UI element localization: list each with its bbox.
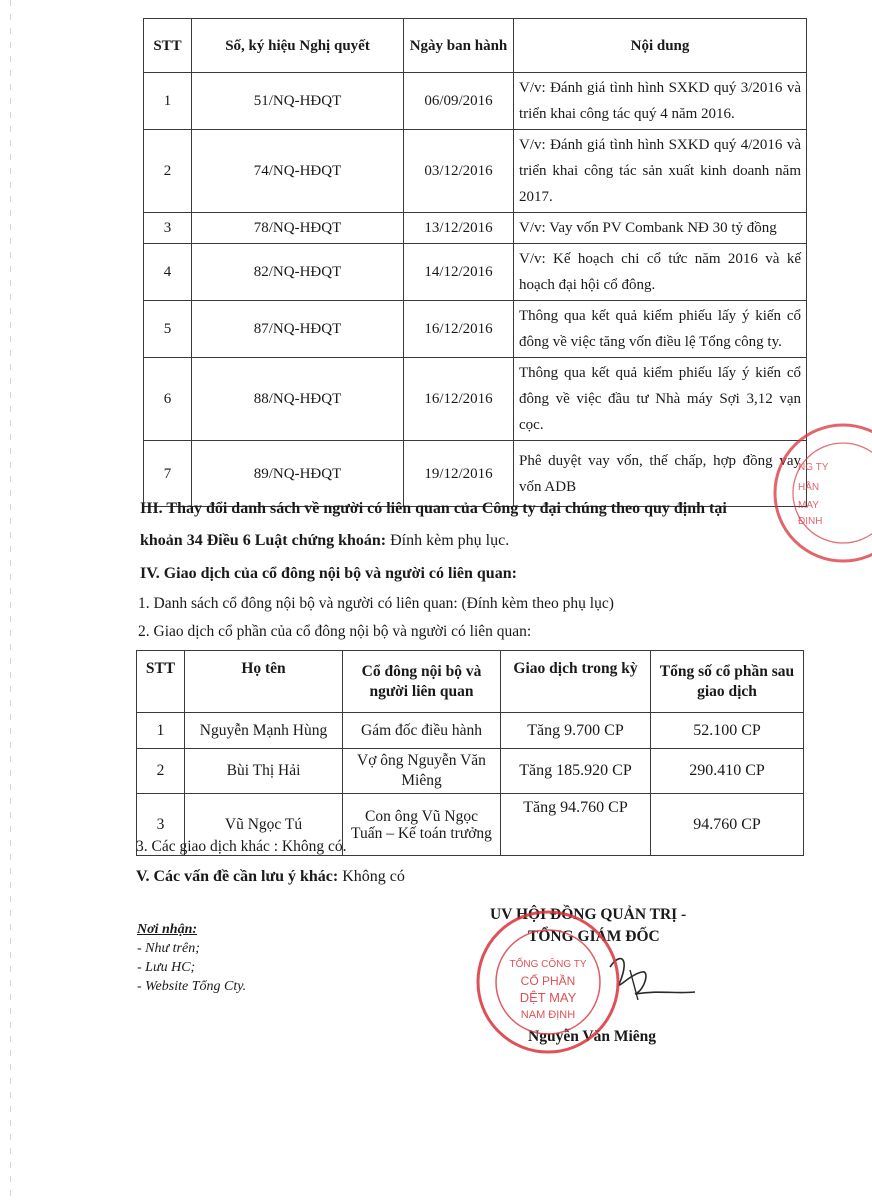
header-content: Nội dung: [514, 19, 807, 73]
row-code: 78/NQ-HĐQT: [192, 213, 404, 244]
section4-heading: IV. Giao dịch của cổ đông nội bộ và người có liên quan:: [140, 565, 517, 582]
row-date: 16/12/2016: [404, 358, 514, 441]
row-content: Thông qua kết quả kiểm phiếu lấy ý kiến cổ đông về việc đầu tư Nhà máy Sợi 3,12 vạn cọc.: [514, 358, 807, 441]
recipient-item: - Như trên;: [137, 941, 200, 956]
row-code: 74/NQ-HĐQT: [192, 130, 404, 213]
row-stt: 6: [144, 358, 192, 441]
row-total: 94.760 CP: [651, 794, 804, 856]
row-relation: Vợ ông Nguyễn Văn Miêng: [343, 749, 501, 794]
table-row: [144, 441, 807, 507]
signer-name: Nguyễn Văn Miêng: [528, 1028, 657, 1045]
svg-text:CỔ PHẦN: CỔ PHẦN: [520, 974, 576, 988]
header-stt: STT: [137, 651, 185, 713]
signer-title-line1: UV HỘI ĐỒNG QUẢN TRỊ -: [490, 906, 687, 923]
row-stt: 5: [144, 301, 192, 358]
row-date: 13/12/2016: [404, 213, 514, 244]
row-total: 52.100 CP: [651, 713, 804, 749]
row-relation: Gám đốc điều hành: [343, 713, 501, 749]
row-content: Thông qua kết quả kiểm phiếu lấy ý kiến cổ đông về việc tăng vốn điều lệ Tổng công ty.: [514, 301, 807, 358]
svg-text:MAY: MAY: [798, 500, 819, 511]
svg-text:NAM ĐỊNH: NAM ĐỊNH: [520, 1009, 576, 1021]
table-row: [144, 301, 807, 358]
section5: [136, 868, 405, 886]
row-stt: 3: [144, 213, 192, 244]
row-code: 89/NQ-HĐQT: [192, 441, 404, 507]
svg-text:DỆT MAY: DỆT MAY: [519, 990, 577, 1005]
row-stt: 7: [144, 441, 192, 507]
trade-table: [136, 650, 804, 856]
row-code: 87/NQ-HĐQT: [192, 301, 404, 358]
row-code: 82/NQ-HĐQT: [192, 244, 404, 301]
trade-table-header: [137, 651, 804, 713]
header-code: Số, ký hiệu Nghị quyết: [192, 19, 404, 73]
recipient-item: - Website Tổng Cty.: [137, 979, 247, 994]
row-code: 88/NQ-HĐQT: [192, 358, 404, 441]
table-row: [144, 130, 807, 213]
row-date: 14/12/2016: [404, 244, 514, 301]
section4-item3: 3. Các giao dịch khác : Không có.: [136, 838, 347, 855]
section5-normal: Không có: [338, 868, 405, 885]
row-relation: Con ông Vũ Ngọc Tuấn – Kế toán trưởng: [343, 794, 501, 856]
row-date: 19/12/2016: [404, 441, 514, 507]
table-row: [137, 749, 804, 794]
row-stt: 1: [144, 73, 192, 130]
resolution-table: [143, 18, 807, 507]
section3-line2-bold: khoản 34 Điều 6 Luật chứng khoán:: [140, 532, 387, 549]
svg-text:ĐỊNH: ĐỊNH: [798, 516, 823, 527]
table-row: [144, 73, 807, 130]
row-date: 06/09/2016: [404, 73, 514, 130]
row-total: 290.410 CP: [651, 749, 804, 794]
resolution-table-header: [144, 19, 807, 73]
row-name: Nguyễn Mạnh Hùng: [185, 713, 343, 749]
row-name: Vũ Ngọc Tú: [185, 794, 343, 856]
row-code: 51/NQ-HĐQT: [192, 73, 404, 130]
table-row: [144, 358, 807, 441]
header-total: Tổng số cổ phần sau giao dịch: [651, 651, 804, 713]
signer-title-line2: TỔNG GIÁM ĐỐC: [528, 928, 660, 945]
row-stt: 1: [137, 713, 185, 749]
table-row: [137, 713, 804, 749]
row-stt: 2: [144, 130, 192, 213]
row-trade: Tăng 185.920 CP: [501, 749, 651, 794]
section5-bold: V. Các vấn đề cần lưu ý khác:: [136, 868, 339, 885]
table-row: [144, 244, 807, 301]
header-stt: STT: [144, 19, 192, 73]
row-date: 16/12/2016: [404, 301, 514, 358]
row-name: Bùi Thị Hải: [185, 749, 343, 794]
page-edge-seal: [768, 418, 872, 568]
row-stt: 2: [137, 749, 185, 794]
svg-text:TỔNG CÔNG TY: TỔNG CÔNG TY: [509, 959, 587, 970]
svg-text:NG TY: NG TY: [798, 462, 829, 473]
row-content: Phê duyệt vay vốn, thế chấp, hợp đồng vay vốn ADB: [514, 441, 807, 507]
row-content: V/v: Kế hoạch chi cổ tức năm 2016 và kế hoạch đại hội cổ đông.: [514, 244, 807, 301]
recipient-item: - Lưu HC;: [137, 960, 196, 975]
section4-item2: 2. Giao dịch cổ phần của cổ đông nội bộ và người có liên quan:: [138, 623, 532, 640]
row-stt: 4: [144, 244, 192, 301]
header-trade: Giao dịch trong kỳ: [501, 651, 651, 713]
binding-margin-line: [10, 0, 11, 1200]
header-relation: Cổ đông nội bộ và người liên quan: [343, 651, 501, 713]
section3-line2: [140, 532, 509, 550]
row-trade: Tăng 9.700 CP: [501, 713, 651, 749]
row-trade: Tăng 94.760 CP: [501, 794, 651, 856]
row-date: 03/12/2016: [404, 130, 514, 213]
recipients-title: Nơi nhận:: [137, 922, 198, 937]
table-row: [144, 213, 807, 244]
recipients-block: [137, 920, 246, 996]
row-content: V/v: Đánh giá tình hình SXKD quý 4/2016 và triển khai công tác sản xuất kinh doanh năm 2017.: [514, 130, 807, 213]
header-name: Họ tên: [185, 651, 343, 713]
row-content: V/v: Vay vốn PV Combank NĐ 30 tỷ đồng: [514, 213, 807, 244]
section3-line2-normal: Đính kèm phụ lục.: [386, 532, 510, 549]
section3-heading: III. Thay đổi danh sách về người có liên quan của Công ty đại chúng theo quy định tại: [140, 500, 727, 517]
svg-text:HẦN: HẦN: [798, 482, 820, 493]
row-content: V/v: Đánh giá tình hình SXKD quý 3/2016 và triển khai công tác quý 4 năm 2016.: [514, 73, 807, 130]
section4-item1: 1. Danh sách cổ đông nội bộ và người có liên quan: (Đính kèm theo phụ lục): [138, 595, 614, 612]
header-date: Ngày ban hành: [404, 19, 514, 73]
company-seal: [473, 907, 623, 1057]
row-stt: 3: [137, 794, 185, 856]
